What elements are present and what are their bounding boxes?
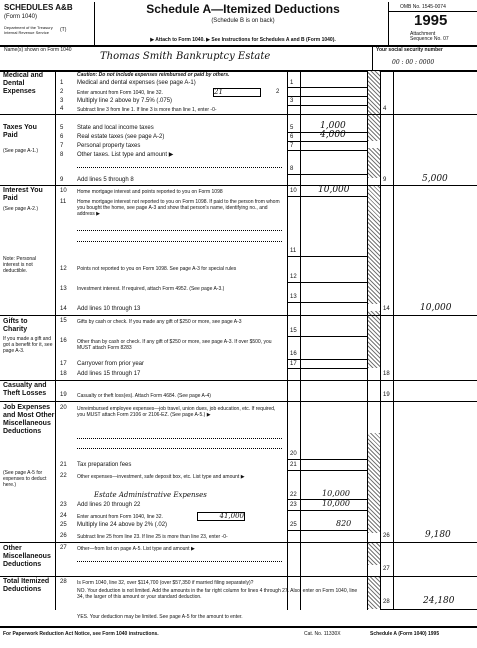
line-9-label: Add lines 5 through 8 [77,177,134,183]
line-6-amount[interactable]: 4,000 [320,130,346,140]
form-title: Schedule A—Itemized Deductions [146,2,340,16]
line-25-amount[interactable]: 820 [336,519,352,528]
box-18: 18 [383,371,390,377]
line-num-12: 12 [60,266,67,272]
line-28-label: Is Form 1040, line 32, over $114,700 (over $57,350 if married filing separately)? [77,580,254,586]
box-3: 3 [290,98,294,104]
line-4-label: Subtract line 3 from line 1. If line 3 is more than line 1, enter -0- [77,107,217,113]
taxes-note: (See page A-1.) [3,148,39,154]
omb-number: OMB No. 1545-0074 [400,4,446,10]
line-25-label: Multiply line 24 above by 2% (.02) [77,522,168,528]
section-total: Total Itemized Deductions [3,578,50,593]
line-7-label: Personal property taxes [77,143,141,149]
line-num-25: 25 [60,522,67,528]
line-num-22: 22 [60,473,67,479]
gifts-note: If you made a gift and got a benefit for it, see page A-3. [3,336,53,354]
line-num-3: 3 [60,98,64,104]
line-num-2: 2 [60,89,64,95]
line-9-amount[interactable]: 5,000 [422,174,448,184]
box-23: 23 [290,502,297,508]
box-9: 9 [383,177,387,183]
line-22-amount[interactable]: 10,000 [322,489,350,498]
box-26: 26 [383,533,390,539]
line-19-label: Casualty or theft loss(es). Attach Form 4684. (See page A-4) [77,393,211,399]
line-18-label: Add lines 15 through 17 [77,371,141,377]
line-11-label: Home mortgage interest not reported to you on Form 1098. If paid to the person from whom you bought the home, see page A-3 and show that person's name, identifying no., and address ▶ [77,199,280,217]
section-other-misc: Other Miscellaneous Deductions [3,545,51,568]
box-10: 10 [290,188,297,194]
line-16-label: Other than by cash or check. If any gift of $250 or more, see page A-3. If over $500, you MUST attach Form 8283 [77,339,272,351]
footer-form-id: Schedule A (Form 1040) 1995 [370,631,440,637]
schedules-label: SCHEDULES A&B [4,3,73,12]
box-22: 22 [290,492,297,498]
section-medical: Medical and Dental Expenses [3,72,44,95]
dept-code: (T) [60,27,67,33]
box-16: 16 [290,351,297,357]
line-num-1: 1 [60,80,64,86]
line-num-4: 4 [60,106,64,112]
line-23-label: Add lines 20 through 22 [77,502,141,508]
line-num-21: 21 [60,462,67,468]
line-14-amount[interactable]: 10,000 [420,303,452,313]
line-num-20: 20 [60,405,67,411]
line-num-15: 15 [60,318,67,324]
attachment-sequence: Attachment Sequence No. 07 [410,31,449,42]
form-label: (Form 1040) [4,14,38,20]
line-num-18: 18 [60,371,67,377]
line-12-label: Points not reported to you on Form 1098. See page A-3 for special rules [77,266,237,272]
footer-cat-number: Cat. No. 11330X [304,631,341,637]
line-21-label: Tax preparation fees [77,462,132,468]
line-num-6: 6 [60,134,64,140]
box-27: 27 [383,566,390,572]
line-15-label: Gifts by cash or check. If you made any gift of $250 or more, see page A-3 [77,319,242,325]
box-2: 2 [276,89,280,95]
box-17: 17 [290,361,297,367]
line-num-19: 19 [60,392,67,398]
line-22-label: Other expenses—investment, safe deposit box, etc. List type and amount ▶ [77,474,245,480]
line-num-9: 9 [60,177,64,183]
caution-note: Caution: Do not include expenses reimbursed or paid by others. [77,72,230,78]
line-num-26: 26 [60,533,67,539]
line-2-label: Enter amount from Form 1040, line 32. [77,90,163,96]
box-4: 4 [383,106,387,112]
line-num-27: 27 [60,545,67,551]
box-14: 14 [383,306,390,312]
box-13: 13 [290,294,297,300]
dept-label: Department of the Treasury Internal Revenue Service [4,25,53,35]
line-num-10: 10 [60,188,67,194]
box-28: 28 [383,599,390,605]
form-subtitle: (Schedule B is on back) [211,18,275,24]
box-8: 8 [290,166,294,172]
interest-personal-note: Note: Personal interest is not deductible. [3,256,37,274]
line-2-amount[interactable]: 21 [213,88,261,97]
line-5-amount[interactable]: 1,000 [320,121,346,131]
line-26-amount[interactable]: 9,180 [425,530,451,540]
box-12: 12 [290,274,297,280]
footer-paperwork-notice: For Paperwork Reduction Act Notice, see Form 1040 instructions. [3,631,159,637]
line-num-16: 16 [60,338,67,344]
section-gifts: Gifts to Charity [3,318,28,333]
section-casualty: Casualty and Theft Losses [3,382,47,397]
section-taxes: Taxes You Paid [3,124,37,139]
tax-year: 1995 [414,12,448,29]
line-8-label: Other taxes. List type and amount ▶ [77,152,174,158]
line-5-label: State and local income taxes [77,125,154,131]
line-26-label: Subtract line 25 from line 23. If line 25 is more than line 23, enter -0- [77,534,228,540]
line-num-7: 7 [60,143,64,149]
box-11: 11 [290,248,297,254]
line-3-label: Multiply line 2 above by 7.5% (.075) [77,98,173,104]
line-num-23: 23 [60,502,67,508]
box-25: 25 [290,522,297,528]
line-14-label: Add lines 10 through 13 [77,306,141,312]
line-24-label: Enter amount from Form 1040, line 32. [77,514,163,520]
line-num-11: 11 [60,199,67,205]
names-label: Name(s) shown on Form 1040 [4,47,72,53]
line-10-amount[interactable]: 10,000 [318,185,350,195]
box-6: 6 [290,134,294,140]
section-interest: Interest You Paid [3,187,43,202]
line-28-amount[interactable]: 24,180 [423,596,455,606]
taxpayer-name[interactable]: Thomas Smith Bankruptcy Estate [100,51,271,62]
box-21: 21 [290,462,297,468]
box-1: 1 [290,80,294,86]
line-17-label: Carryover from prior year [77,361,145,367]
line-13-label: Investment interest. If required, attach Form 4952. (See page A-3.) [77,286,225,292]
line-20-label: Unreimbursed employee expenses—job travel, union dues, job education, etc. If required, you MUST attach Form 2106 or 2106-EZ. (See page A-5.) ▶ [77,406,276,418]
job-note: (See page A-5 for expenses to deduct here.) [3,470,47,488]
line-num-5: 5 [60,125,64,131]
line-10-label: Home mortgage interest and points reported to you on Form 1098 [77,189,223,195]
interest-note: (See page A-2.) [3,206,39,212]
box-7: 7 [290,143,294,149]
line-27-label: Other—from list on page A-5. List type and amount ▶ [77,546,195,552]
line-num-13: 13 [60,286,67,292]
line-num-14: 14 [60,306,67,312]
line-6-label: Real estate taxes (see page A-2) [77,134,165,140]
box-20: 20 [290,451,297,457]
line-28-yes: YES. Your deduction may be limited. See page A-5 for the amount to enter. [77,614,243,620]
ssn-label: Your social security number [376,47,443,53]
line-num-8: 8 [60,152,64,158]
line-22-description[interactable]: Estate Administrative Expenses [94,491,207,499]
section-job-expenses: Job Expenses and Most Other Miscellaneous Deductions [3,404,55,435]
line-23-amount[interactable]: 10,000 [322,499,350,508]
ssn-value[interactable]: 00 : 00 : 0000 [392,59,435,66]
box-19: 19 [383,392,390,398]
box-5: 5 [290,125,294,131]
attach-instructions: ▶ Attach to Form 1040. ▶ See Instructions for Schedules A and B (Form 1040). [150,37,336,43]
line-28-no: NO. Your deduction is not limited. Add the amounts in the far right column for lines 4 through 27. Also, enter on Form 1040, line 34, the larger of this amount or your standard deduction. [77,588,358,600]
line-num-17: 17 [60,361,67,367]
line-num-24: 24 [60,513,67,519]
line-1-label: Medical and dental expenses (see page A-1) [77,80,196,86]
line-num-28: 28 [60,579,67,585]
box-15: 15 [290,328,297,334]
line-24-amount[interactable]: 41,000 [197,512,245,521]
